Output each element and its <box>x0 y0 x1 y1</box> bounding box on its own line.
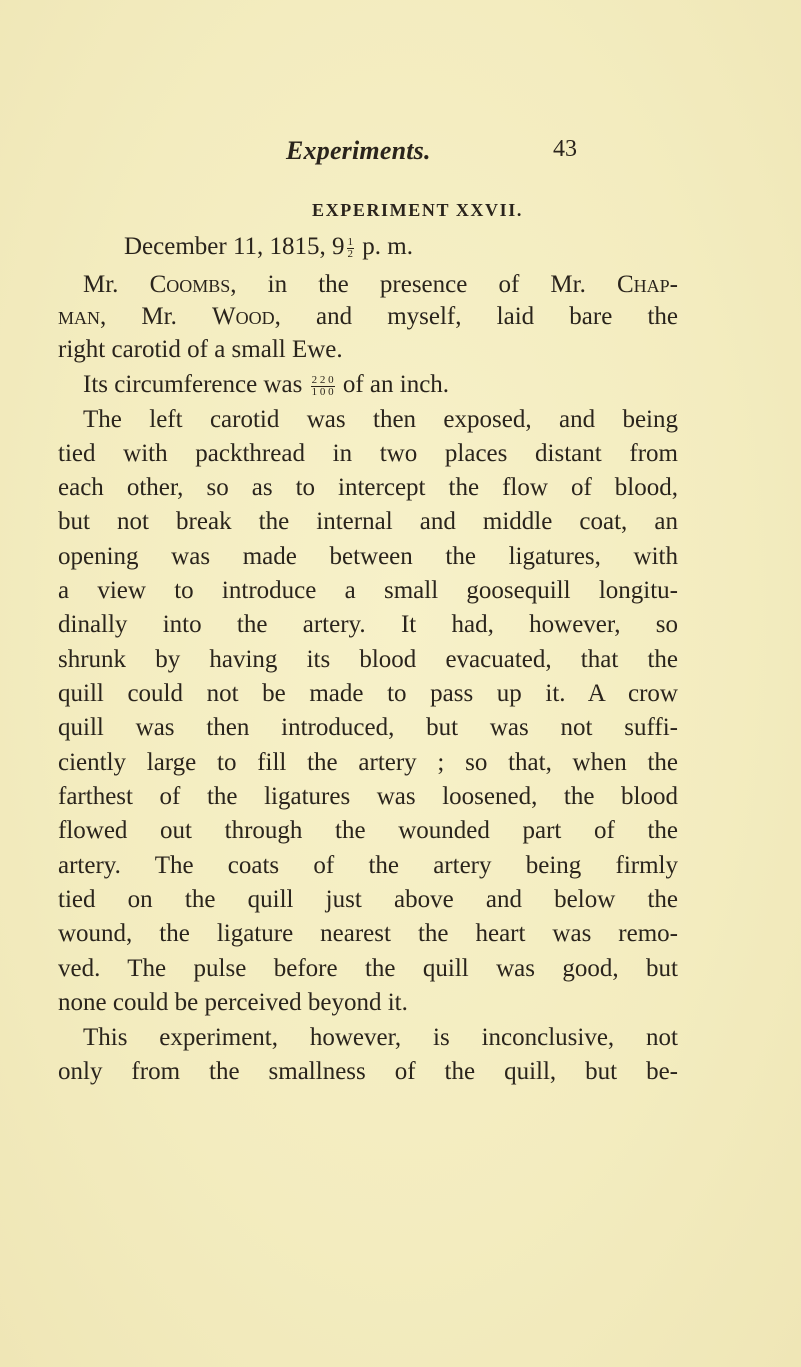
half-fraction: $\frac{1}{2}$ <box>347 235 354 260</box>
text-line: quill could not be made to pass up it. A crow <box>58 680 678 707</box>
text-line: only from the smallness of the quill, but be- <box>58 1058 678 1085</box>
text-line: each other, so as to intercept the flow of blood, <box>58 474 678 501</box>
text-line: tied with packthread in two places distant from <box>58 440 678 467</box>
running-title: Experiments. <box>286 136 431 165</box>
text-line: opening was made between the ligatures, with <box>58 543 678 570</box>
circumference-line: Its circumference was $\frac{2 2 0}{1 0 0}$ of an inch. <box>83 371 450 398</box>
date-line <box>124 232 413 262</box>
experiment-heading <box>0 200 801 221</box>
name-chapman: Chap- <box>616 271 678 298</box>
name-wood: Wood <box>211 303 275 330</box>
text-line: a view to introduce a small goosequill longitu- <box>58 577 678 604</box>
text-line: flowed out through the wounded part of the <box>58 817 678 844</box>
text-line: Mr. Coombs, in the presence of Mr. Chap- <box>83 271 678 298</box>
text-line: The left carotid was then exposed, and being <box>83 406 678 433</box>
text-line: shrunk by having its blood evacuated, that the <box>58 646 678 673</box>
text-line: This experiment, however, is inconclusive, not <box>83 1024 678 1051</box>
text-line: right carotid of a small Ewe. <box>58 336 343 363</box>
text-line: artery. The coats of the artery being firmly <box>58 852 678 879</box>
date-text: December 11, 1815, 9 <box>124 233 345 260</box>
page-number: 43 <box>553 136 577 162</box>
text-line: ved. The pulse before the quill was good, but <box>58 955 678 982</box>
text-line: quill was then introduced, but was not suffi- <box>58 714 678 741</box>
text-line: man, Mr. Wood, and myself, laid bare the <box>58 303 678 330</box>
date-suffix: p. m. <box>362 233 413 260</box>
name-coombs: Coombs <box>149 271 231 298</box>
text-line: tied on the quill just above and below the <box>58 886 678 913</box>
text-line: wound, the ligature nearest the heart was remo- <box>58 920 678 947</box>
experiment-heading-text: EXPERIMENT XXVII. <box>312 200 523 220</box>
text-line: but not break the internal and middle coat, an <box>58 508 678 535</box>
text-line: farthest of the ligatures was loosened, the blood <box>58 783 678 810</box>
text-line: ciently large to fill the artery ; so that, when the <box>58 749 678 776</box>
text-line: none could be perceived beyond it. <box>58 989 408 1016</box>
text-line: dinally into the artery. It had, however, so <box>58 611 678 638</box>
circumference-fraction: $\frac{2 2 0}{1 0 0}$ <box>311 373 334 398</box>
